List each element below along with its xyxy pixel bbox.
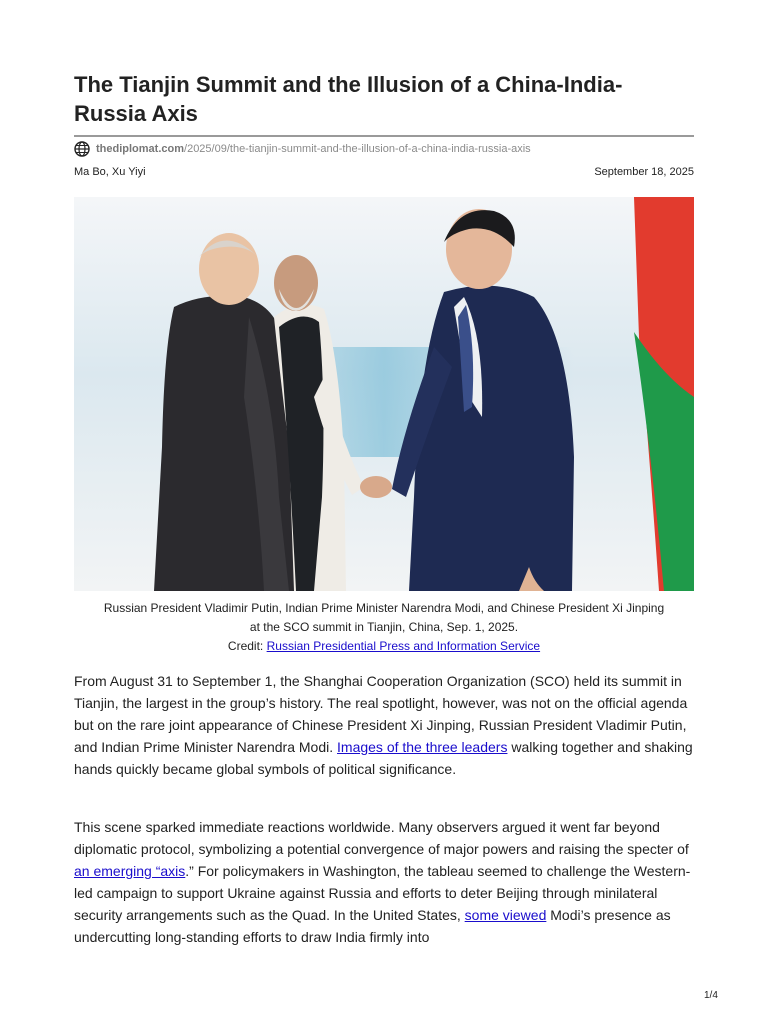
p2-text-after: Modi’s presence as undercutting long-standing efforts to draw India firmly into (74, 907, 671, 945)
article-date: September 18, 2025 (594, 166, 694, 178)
leaders-handshake-photo (74, 197, 694, 591)
article-photo (74, 197, 694, 591)
title-divider (74, 135, 694, 137)
page-number: 1/4 (704, 990, 718, 1001)
p1-text-after: walking together and shaking hands quickly became global symbols of political significance. (74, 739, 693, 777)
source-domain: thediplomat.com (96, 143, 185, 155)
credit-label: Credit: (227, 639, 267, 653)
article-authors: Ma Bo, Xu Yiyi (74, 166, 146, 178)
source-path: /2025/09/the-tianjin-summit-and-the-illusion-of-a-china-india-russia-axis (184, 143, 531, 155)
some-viewed-link[interactable]: some viewed (464, 907, 547, 923)
paragraph-2 (74, 816, 699, 948)
credit-link[interactable]: Russian Presidential Press and Information Service (266, 639, 541, 653)
article-title: The Tianjin Summit and the Illusion of a China-India-Russia Axis (74, 72, 623, 126)
caption-credit (74, 637, 694, 656)
p2-text-before: This scene sparked immediate reactions worldwide. Many observers argued it went far beyond diplomatic protocol, symbolizing a potential convergence of major powers and raising the specter of (74, 819, 689, 857)
article-meta (74, 166, 694, 178)
emerging-axis-link[interactable]: an emerging “axis (74, 863, 186, 879)
paragraph-1 (74, 670, 699, 780)
caption-line-2: at the SCO summit in Tianjin, China, Sep. 1, 2025. (249, 620, 519, 634)
p1-text-before: From August 31 to September 1, the Shanghai Cooperation Organization (SCO) held its summit in Tianjin, the largest in the group’s history. The real spotlight, however, was not on the official agenda but on the rare joint appearance of Chinese President Xi Jinping, Russian President Vladimir Putin, and Indian Prime Minister Narendra Modi. (74, 673, 688, 755)
images-link[interactable]: Images of the three leaders (337, 739, 508, 755)
photo-caption (74, 599, 694, 656)
globe-icon (74, 141, 90, 157)
caption-line-1: Russian President Vladimir Putin, Indian Prime Minister Narendra Modi, and Chinese President Xi Jinping (103, 601, 665, 615)
source-url[interactable] (74, 141, 531, 157)
p2-text-middle: .” For policymakers in Washington, the tableau seemed to challenge the Western-led campaign to support Ukraine against Russia and efforts to deter Beijing through minilateral security arrangements such as the Quad. In the United States, (74, 863, 691, 923)
